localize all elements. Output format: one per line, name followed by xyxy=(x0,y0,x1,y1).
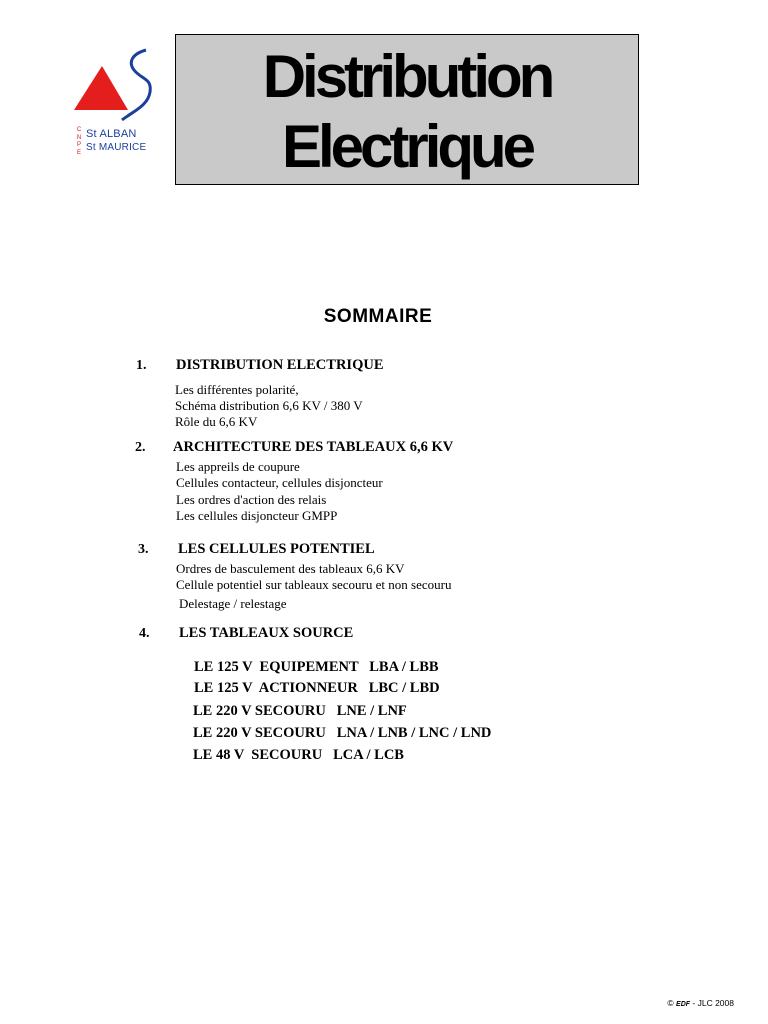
tableau-source-item: LE 220 V SECOURU LNE / LNF xyxy=(193,703,407,719)
sommaire-heading: SOMMAIRE xyxy=(323,306,433,327)
section-3-item: Cellule potentiel sur tableaux secouru et non secouru xyxy=(176,577,452,592)
logo-acronym xyxy=(76,127,82,157)
section-2-title: ARCHITECTURE DES TABLEAUX 6,6 KV xyxy=(173,439,454,455)
title-box xyxy=(175,34,639,185)
section-3-number: 3. xyxy=(138,542,149,557)
footer-author: - JLC 2008 xyxy=(692,998,734,1008)
section-3-item: Delestage / relestage xyxy=(179,596,287,611)
section-3-item: Ordres de basculement des tableaux 6,6 KV xyxy=(176,561,405,576)
section-1-number: 1. xyxy=(136,358,147,373)
logo-site-maurice: St MAURICE xyxy=(86,142,147,153)
section-1-item: Les différentes polarité, xyxy=(175,382,299,397)
page-title-line1: Distribution xyxy=(262,43,552,110)
logo-acronym-letter: P xyxy=(76,142,81,149)
page-title-line2: Electrique xyxy=(281,113,533,180)
logo-emblem-icon xyxy=(70,48,170,128)
copyright-footer xyxy=(667,998,734,1008)
section-2-item: Les ordres d'action des relais xyxy=(176,492,327,507)
tableau-source-item: LE 220 V SECOURU LNA / LNB / LNC / LND xyxy=(193,725,492,741)
section-4-title: LES TABLEAUX SOURCE xyxy=(179,625,354,641)
tableau-source-item: LE 48 V SECOURU LCA / LCB xyxy=(193,747,404,763)
logo-site-alban: St ALBAN xyxy=(86,128,137,140)
copyright-symbol: © xyxy=(667,998,674,1008)
edf-brand: EDF xyxy=(676,1001,691,1008)
tableau-source-item: LE 125 V ACTIONNEUR LBC / LBD xyxy=(194,680,440,696)
tableau-source-item: LE 125 V EQUIPEMENT LBA / LBB xyxy=(194,659,439,675)
section-1-item: Schéma distribution 6,6 KV / 380 V xyxy=(175,398,363,413)
logo-acronym-letter: N xyxy=(76,134,82,141)
logo-acronym-letter: C xyxy=(76,127,82,133)
section-1-title: DISTRIBUTION ELECTRIQUE xyxy=(176,357,384,373)
section-4-number: 4. xyxy=(139,626,150,641)
section-2-number: 2. xyxy=(135,440,146,455)
section-2-item: Cellules contacteur, cellules disjoncteur xyxy=(176,475,383,490)
cnpe-logo xyxy=(70,48,170,168)
section-3-title: LES CELLULES POTENTIEL xyxy=(178,541,375,557)
logo-acronym-letter: E xyxy=(76,149,81,156)
section-2-item: Les cellules disjoncteur GMPP xyxy=(176,508,338,523)
section-2-item: Les appreils de coupure xyxy=(176,459,300,474)
section-1-item: Rôle du 6,6 KV xyxy=(175,414,258,429)
